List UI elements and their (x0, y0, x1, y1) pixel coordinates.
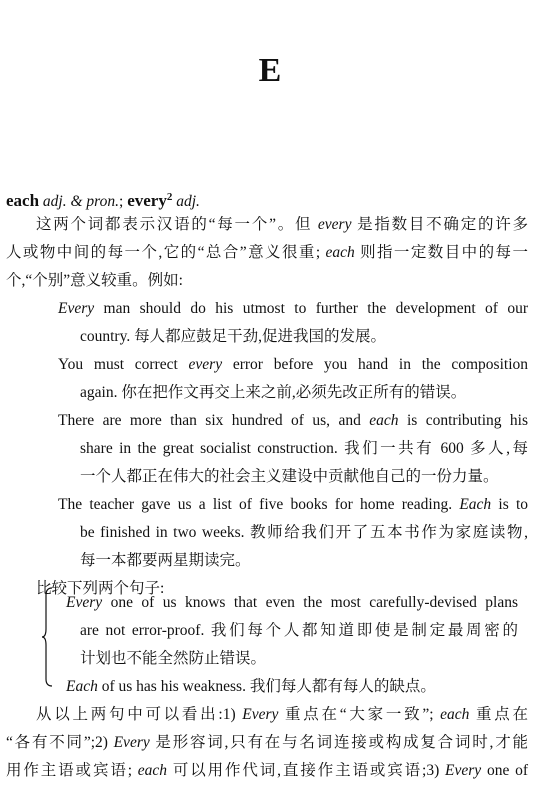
example-4-line-3: 每一本都要两星期读完。 (80, 552, 251, 569)
compare-sentence-2: Each of us has his weakness. 我们每人都有每人的缺点。 (66, 678, 436, 695)
heading-separator: ; (119, 193, 124, 211)
example-2-line-2: again. 你在把作文再交上来之前,必须先改正所有的错误。 (80, 384, 467, 401)
intro-line-1: 这两个词都表示汉语的“每一个”。但 every 是指数目不确定的许多 (36, 216, 528, 233)
compare-label: 比较下列两个句子: (36, 580, 165, 597)
compare-sentence-1-line-2: are not error-proof. 我们每个人都知道即使是制定最周密的 (80, 622, 518, 639)
example-1-line-1: Every man should do his utmost to further the development of our (58, 300, 529, 317)
headword-every: every (127, 191, 167, 211)
conclusion-line-3: 用作主语或宾语; each 可以用作代词,直接作主语或宾语;3) Every one of (6, 762, 528, 779)
compare-sentence-1-line-1: Every one of us knows that even the most carefully-devised plans (66, 594, 519, 611)
example-4-line-2: be finished in two weeks. 教师给我们开了五本书作为家庭读物, (80, 524, 528, 541)
intro-line-2: 人或物中间的每一个,它的“总合”意义很重; each 则指一定数目中的每一 (6, 244, 528, 261)
example-3-line-1: There are more than six hundred of us, and each is contributing his (58, 412, 529, 429)
left-brace-icon (41, 587, 53, 687)
intro-line-3: 个,“个别”意义较重。例如: (6, 272, 183, 289)
conclusion-line-2: “各有不同”;2) Every 是形容词,只有在与名词连接或构成复合词时,才能 (6, 734, 528, 751)
example-3-line-3: 一个人都正在伟大的社会主义建设中贡献他自己的一份力量。 (80, 468, 499, 485)
section-letter: E (258, 52, 282, 89)
example-3-line-2: share in the great socialist construction. 我们一共有 600 多人,每 (80, 440, 528, 457)
example-2-line-1: You must correct every error before you hand in the composition (58, 356, 529, 373)
example-1-line-2: country. 每人都应鼓足干劲,促进我国的发展。 (80, 328, 386, 345)
part-of-speech-every: adj. (176, 193, 200, 211)
homograph-number: 2 (166, 191, 173, 203)
entry-heading (6, 187, 200, 212)
headword-each: each (6, 191, 40, 211)
part-of-speech-each: adj. & pron. (42, 193, 119, 211)
conclusion-line-1: 从以上两句中可以看出:1) Every 重点在“大家一致”; each 重点在 (36, 706, 529, 723)
example-4-line-1: The teacher gave us a list of five books for home reading. Each is to (58, 496, 529, 513)
compare-sentence-1-line-3: 计划也不能全然防止错误。 (80, 650, 267, 667)
